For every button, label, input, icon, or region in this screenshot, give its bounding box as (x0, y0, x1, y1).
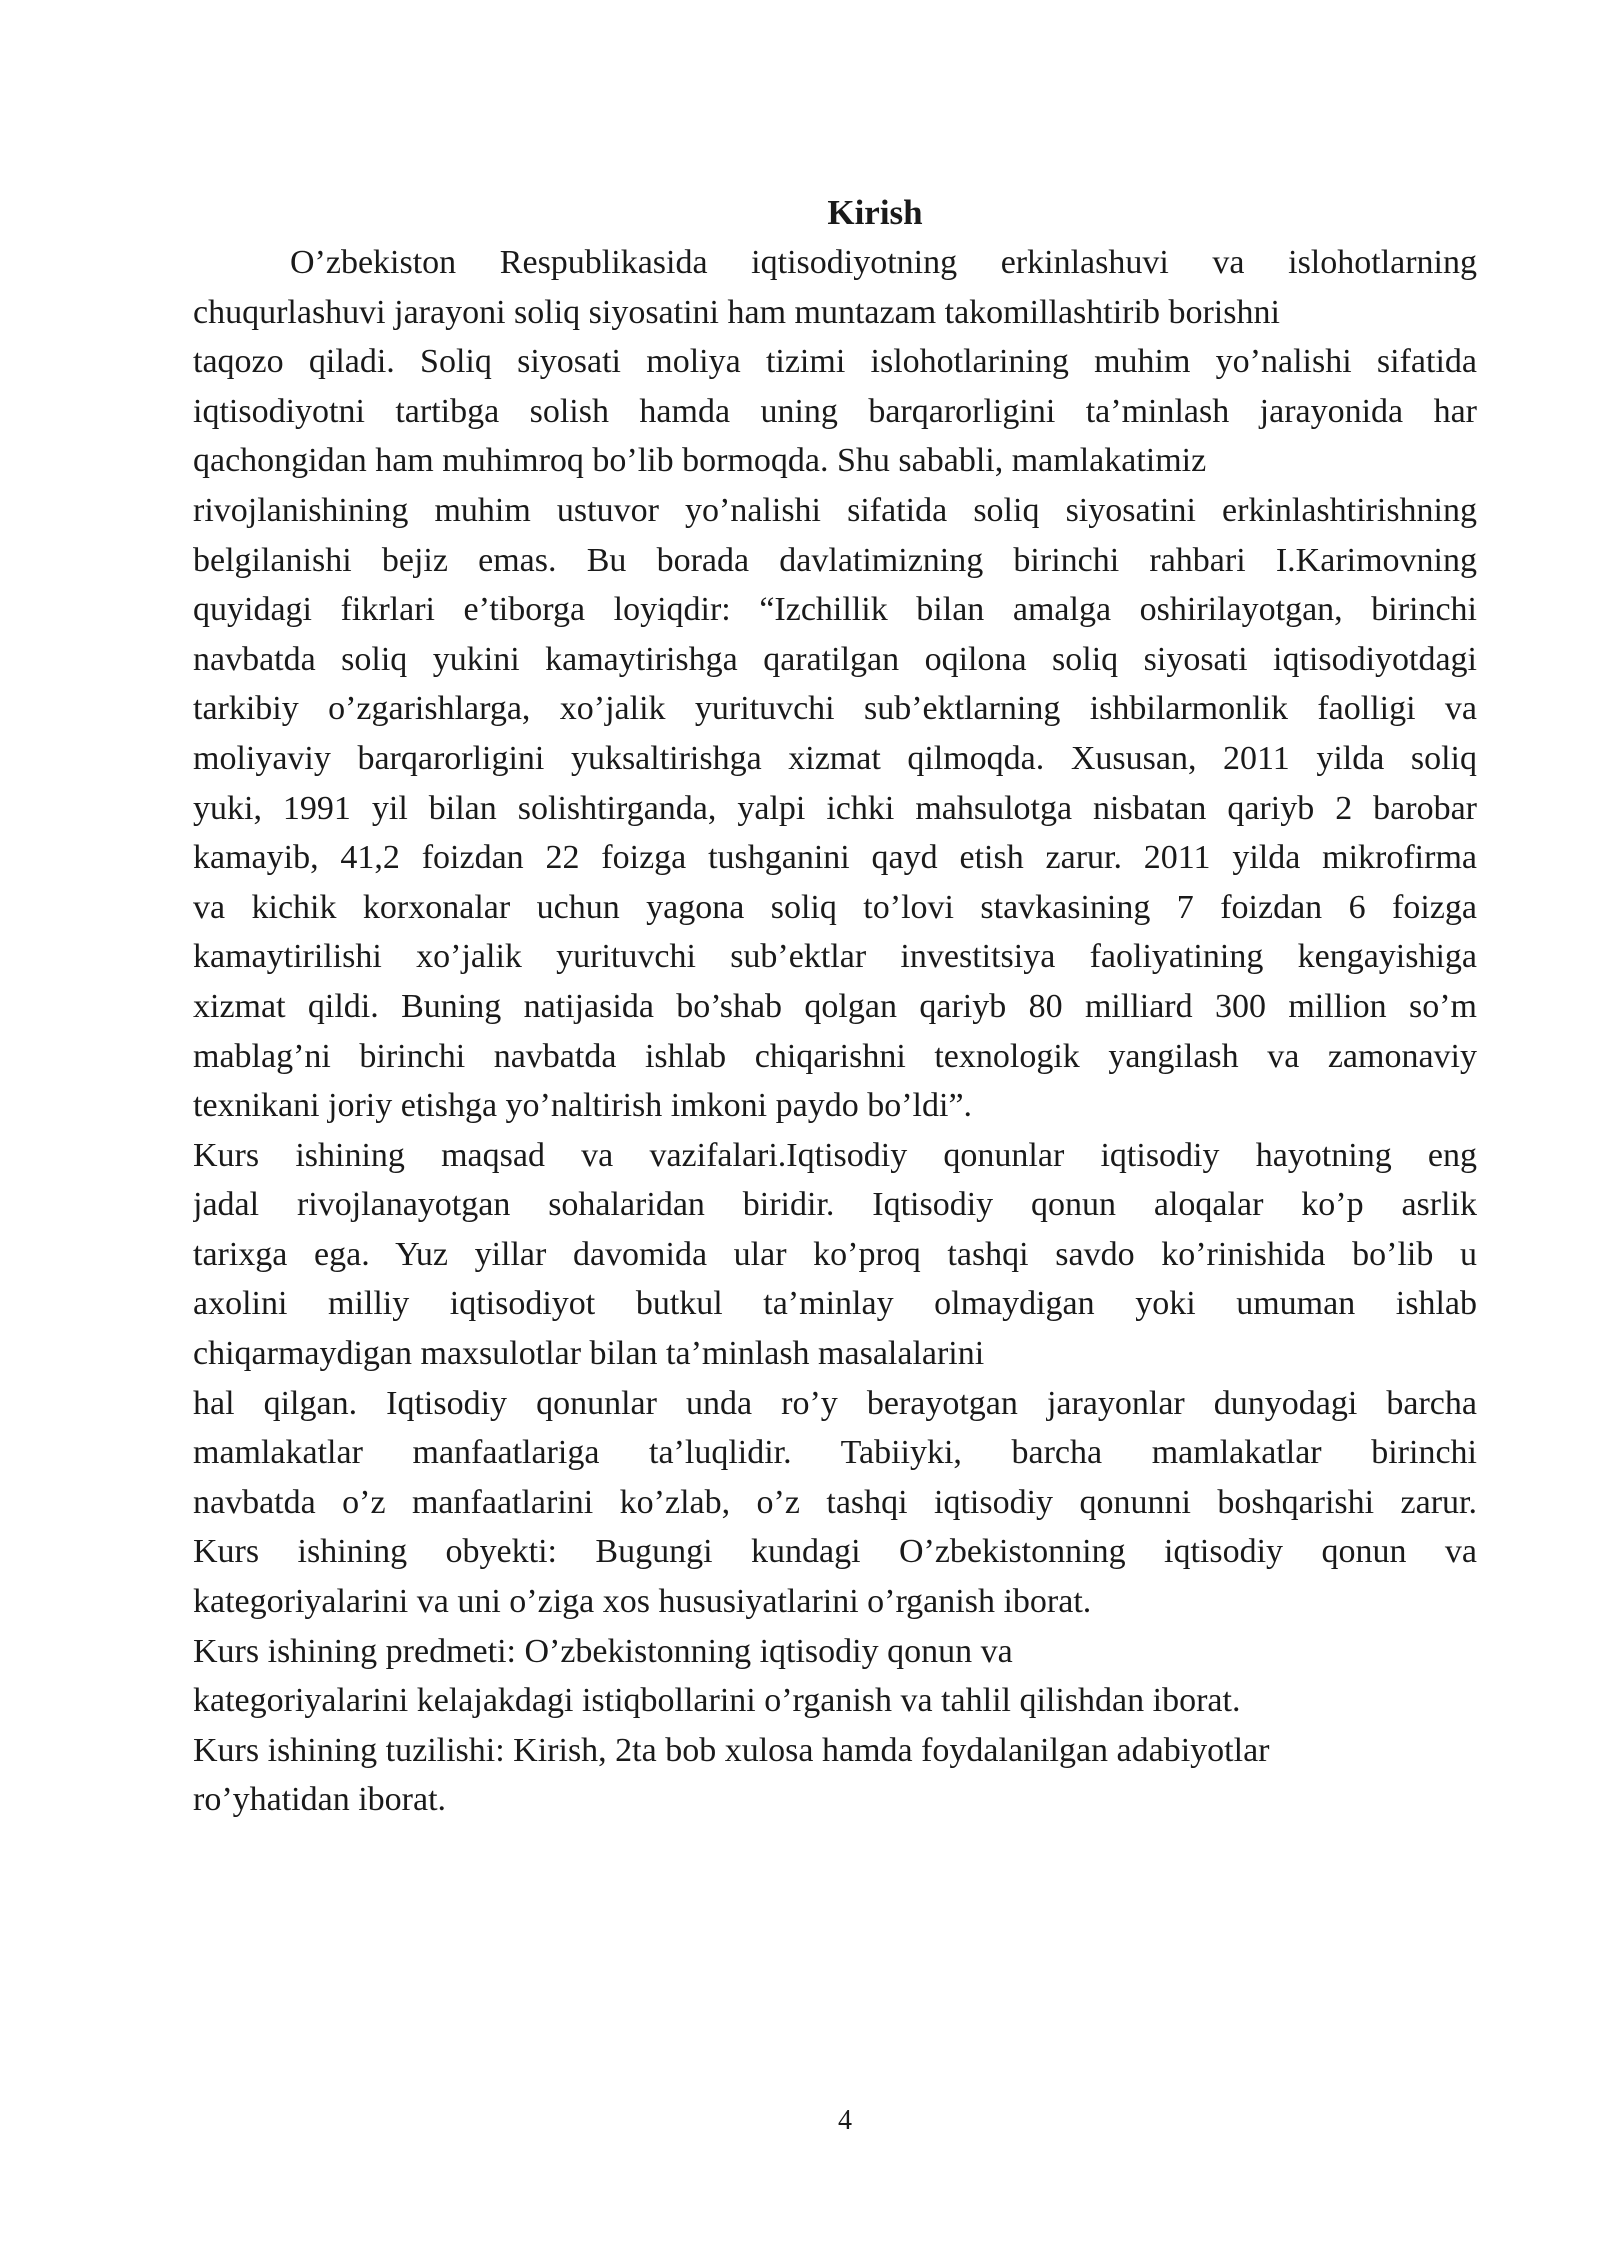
text-line: Kurs ishining maqsad va vazifalari.Iqtisodiy qonunlar iqtisodiy hayotning eng (193, 1136, 1477, 1174)
text-line: jadal rivojlanayotgan sohalaridan biridir. Iqtisodiy qonun aloqalar ko’p asrlik (193, 1186, 1477, 1224)
text-line: quyidagi fikrlari e’tiborga loyiqdir: “Izchillik bilan amalga oshirilayotgan, birinchi (193, 591, 1477, 629)
text-line: belgilanishi bejiz emas. Bu borada davlatimizning birinchi rahbari I.Karimovning (193, 541, 1477, 579)
text-line: Kurs ishining predmeti: O’zbekistonning iqtisodiy qonun va (193, 1632, 1013, 1670)
body-text (193, 238, 1477, 1825)
text-line: xizmat qildi. Buning natijasida bo’shab qolgan qariyb 80 milliard 300 million so’m (193, 987, 1477, 1025)
text-line: axolini milliy iqtisodiyot butkul ta’minlay olmaydigan yoki umuman ishlab (193, 1285, 1477, 1323)
text-line: chuqurlashuvi jarayoni soliq siyosatini ham muntazam takomillashtirib borishni (193, 293, 1280, 331)
text-line: hal qilgan. Iqtisodiy qonunlar unda ro’y berayotgan jarayonlar dunyodagi barcha (193, 1384, 1477, 1422)
text-line: kategoriyalarini va uni o’ziga xos hususiyatlarini o’rganish iborat. (193, 1583, 1092, 1621)
text-line: yuki, 1991 yil bilan solishtirganda, yalpi ichki mahsulotga nisbatan qariyb 2 barobar (193, 789, 1477, 827)
text-line: va kichik korxonalar uchun yagona soliq to’lovi stavkasining 7 foizdan 6 foizga (193, 888, 1477, 926)
text-line: navbatda o’z manfaatlarini ko’zlab, o’z tashqi iqtisodiy qonunni boshqarishi zarur. (193, 1483, 1477, 1521)
text-line: Kurs ishining tuzilishi: Kirish, 2ta bob xulosa hamda foydalanilgan adabiyotlar (193, 1731, 1270, 1769)
text-line: chiqarmaydigan maxsulotlar bilan ta’minlash masalalarini (193, 1335, 985, 1373)
text-line: O’zbekiston Respublikasida iqtisodiyotning erkinlashuvi va islohotlarning (290, 244, 1477, 281)
text-line: tarixga ega. Yuz yillar davomida ular ko’proq tashqi savdo ko’rinishida bo’lib u (193, 1235, 1477, 1273)
text-line: kamaytirilishi xo’jalik yurituvchi sub’ektlar investitsiya faoliyatining kengayishiga (193, 938, 1477, 976)
text-line: navbatda soliq yukini kamaytirishga qaratilgan oqilona soliq siyosati iqtisodiyotdagi (193, 640, 1477, 678)
page-title: Kirish (827, 193, 923, 232)
text-line: mamlakatlar manfaatlariga ta’luqlidir. Tabiiyki, barcha mamlakatlar birinchi (193, 1434, 1477, 1472)
text-line: texnikani joriy etishga yo’naltirish imkoni paydo bo’ldi”. (193, 1087, 973, 1125)
text-line: kategoriyalarini kelajakdagi istiqbollarini o’rganish va tahlil qilishdan iborat. (193, 1682, 1241, 1720)
text-line: moliyaviy barqarorligini yuksaltirishga xizmat qilmoqda. Xususan, 2011 yilda soliq (193, 739, 1477, 777)
page-number: 4 (838, 2105, 852, 2136)
text-line: qachongidan ham muhimroq bo’lib bormoqda. Shu sababli, mamlakatimiz (193, 442, 1207, 480)
text-line: mablag’ni birinchi navbatda ishlab chiqarishni texnologik yangilash va zamonaviy (193, 1037, 1477, 1075)
text-line: ro’yhatidan iborat. (193, 1781, 447, 1819)
text-line: Kurs ishining obyekti: Bugungi kundagi O’zbekistonning iqtisodiy qonun va (193, 1533, 1477, 1571)
text-line: taqozo qiladi. Soliq siyosati moliya tizimi islohotlarining muhim yo’nalishi sifatida (193, 343, 1477, 381)
text-line: rivojlanishining muhim ustuvor yo’nalishi sifatida soliq siyosatini erkinlashtirishning (193, 491, 1477, 529)
text-line: tarkibiy o’zgarishlarga, xo’jalik yurituvchi sub’ektlarning ishbilarmonlik faolligi va (193, 690, 1477, 728)
document-body (193, 188, 1477, 1825)
text-line: iqtisodiyotni tartibga solish hamda uning barqarorligini ta’minlash jarayonida har (193, 392, 1477, 430)
text-line: kamayib, 41,2 foizdan 22 foizga tushganini qayd etish zarur. 2011 yilda mikrofirma (193, 839, 1477, 877)
